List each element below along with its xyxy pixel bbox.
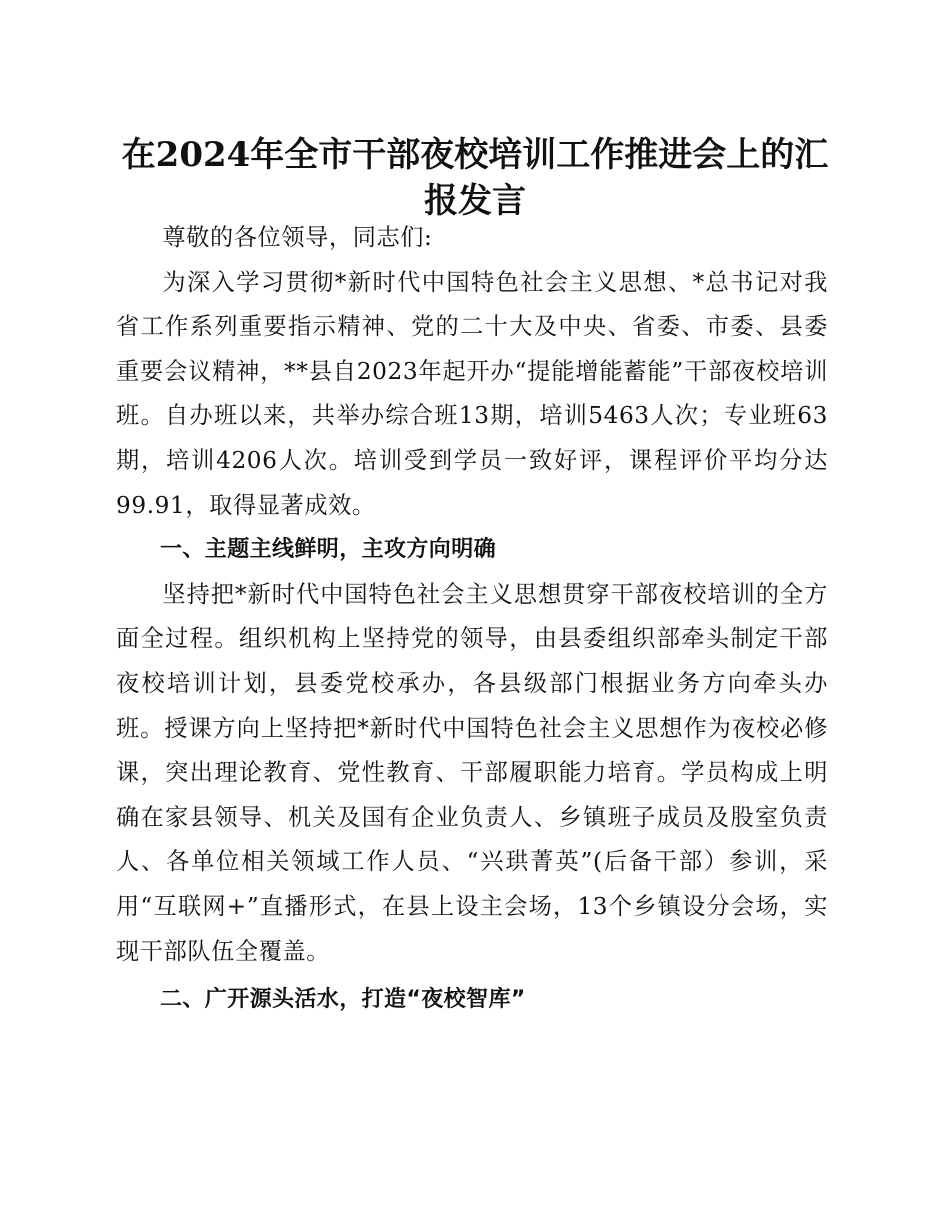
intro-paragraph: 为深入学习贯彻*新时代中国特色社会主义思想、*总书记对我省工作系列重要指示精神、党的二十大及中央、省委、市委、县委重要会议精神，**县自2023年起开办“提能增能蓄能”干部夜校培训班。自办班以来，共举办综合班13期，培训5463人次；专业班63期，培训4206人次。培训受到学员一致好评，课程评价平均分达99.91，取得显著成效。: [116, 268, 828, 519]
document-title: 在2024年全市干部夜校培训工作推进会上的汇报发言: [121, 135, 829, 221]
salutation: 尊敬的各位领导，同志们:: [162, 224, 433, 251]
section-1-paragraph: 坚持把*新时代中国特色社会主义思想贯穿干部夜校培训的全方面全过程。组织机构上坚持党的领导，由县委组织部牵头制定干部夜校培训计划，县委党校承办，各县级部门根据业务方向牵头办班。授课方向上坚持把*新时代中国特色社会主义思想作为夜校必修课，突出理论教育、党性教育、干部履职能力培育。学员构成上明确在家县领导、机关及国有企业负责人、乡镇班子成员及股室负责人、各单位相关领域工作人员、“兴珙菁英”(后备干部）参训，采用“互联网+”直播形式，在县上设主会场，13个乡镇设分会场，实现干部队伍全覆盖。: [116, 580, 828, 965]
section-1-heading: 一、主题主线鲜明，主攻方向明确: [160, 537, 497, 563]
document-body: [116, 216, 828, 1023]
section-2-heading: 二、广开源头活水，打造“夜校智库”: [160, 987, 526, 1013]
